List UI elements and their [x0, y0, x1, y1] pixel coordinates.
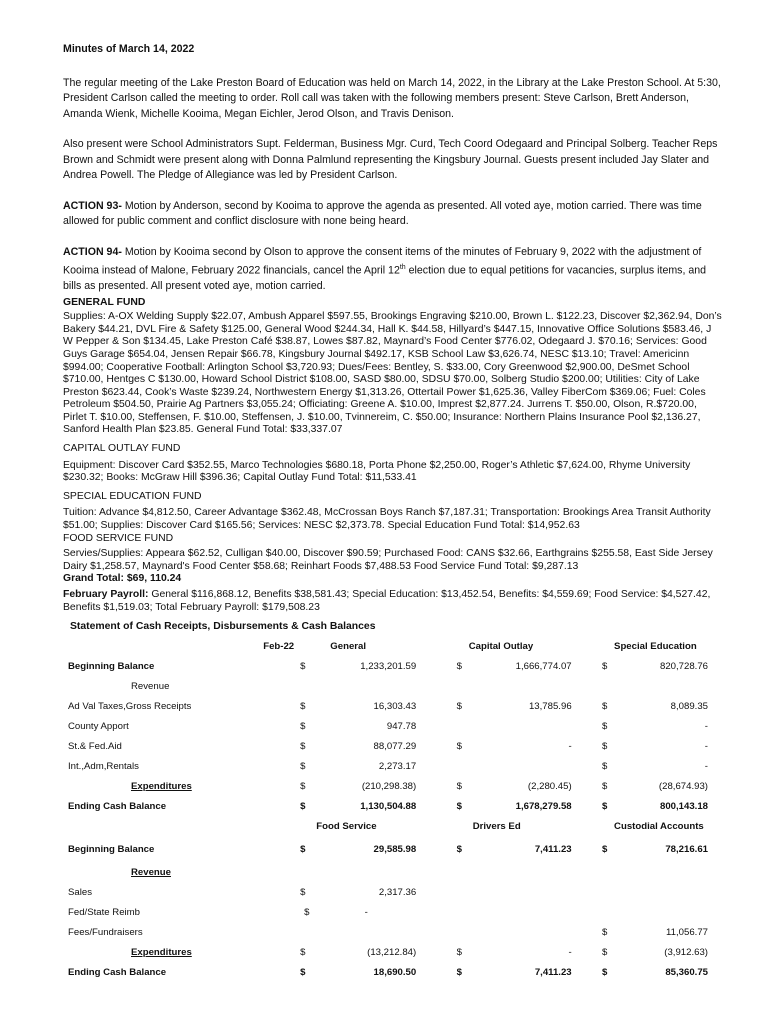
table-row — [68, 697, 708, 717]
dollar-sign: $ — [456, 947, 462, 959]
capital-value: - — [568, 741, 572, 753]
dollar-sign: $ — [300, 701, 306, 713]
dollar-sign: $ — [601, 801, 608, 813]
dollar-sign: $ — [456, 701, 462, 713]
col-drivers-ed: Drivers Ed — [472, 821, 521, 833]
special-value: - — [704, 721, 708, 733]
dollar-sign: $ — [456, 967, 462, 979]
dollar-sign: $ — [300, 947, 306, 959]
action-94 — [63, 245, 723, 295]
revenue-label: Revenue — [131, 867, 171, 879]
drivers-value: 7,411.23 — [534, 844, 572, 856]
general-value: 2,273.17 — [378, 761, 417, 773]
dollar-sign: $ — [300, 887, 306, 899]
row-label: Ending Cash Balance — [68, 967, 167, 979]
action-93 — [63, 199, 723, 230]
dollar-sign: $ — [456, 661, 462, 673]
dollar-sign: $ — [601, 721, 608, 733]
dollar-sign: $ — [456, 801, 462, 813]
row-label: Beginning Balance — [68, 844, 155, 856]
payroll-body: General $116,868.12, Benefits $38,581.43; Special Education: $13,452.54, Benefits: $4,559.69; Food Service: $4,527.42, Benefits $1,519.03; Total February Payroll: $179,508.23 — [63, 589, 711, 613]
dollar-sign: $ — [601, 927, 608, 939]
payroll — [63, 589, 723, 614]
table-row — [68, 903, 708, 923]
table-row — [68, 717, 708, 737]
dollar-sign: $ — [601, 781, 608, 793]
general-value: 88,077.29 — [373, 741, 417, 753]
action-93-text: Motion by Anderson, second by Kooima to approve the agenda as presented. All voted aye, motion carried. There was time allowed for public comment and conflict disclosure with none being heard. — [63, 199, 702, 227]
table-row — [68, 963, 708, 983]
drivers-value: 7,411.23 — [534, 967, 572, 979]
capital-value: 1,666,774.07 — [515, 661, 572, 673]
table-row — [68, 657, 708, 677]
dollar-sign: $ — [601, 661, 608, 673]
dollar-sign: $ — [300, 741, 306, 753]
custodial-value: 78,216.61 — [665, 844, 708, 856]
food-value: - — [364, 907, 368, 919]
dollar-sign: $ — [300, 661, 306, 673]
col-food-service: Food Service — [316, 821, 377, 833]
action-94-label: ACTION 94- — [63, 245, 122, 258]
food-value: 18,690.50 — [373, 967, 417, 979]
general-fund-body: Supplies: A-OX Welding Supply $22.07, Ambush Apparel $597.55, Brookings Engraving $210.00, Brown L. $122.23, Discover $2,362.94, Don’s Bakery $44.21, DVL Fire & Safety $125.00, General Wood $244.34, Hall K. $44.58, Hillyard’s $447.15, Innovative Office Solutions $583.46, J W Pepper & Son $134.45, Lake Preston Café $38.87, Lowes $87.82, Maynard’s Food Center $776.02, Odegaard J. $70.16; Services: Good Guys Garage $654.04, Jensen Repair $66.78, Kingsbury Journal $492.17, KSB School Law $3,626.74, NESC $13.10; Travel: Americinn $994.00; Cooperative Football: Arlington School $3,720.93; Dues/Fees: Bentley, S. $33.00, Cory Greenwood $2,900.00, DeSmet School $710.00, Hentges C $130.00, Howard School District $108.00, SASD $80.00, SDSU $70.00, Solberg Studio $200.00; Utilities: City of Lake Preston $623.44, Cook’s Waste $239.24, Northwestern Energy $1,313.26, Ottertail Power $1,625.36, Valley FiberCom $369.06; Fuel: Coles Petroleum $504.50, Prairie Ag Partners $3,055.24; Officiating: Greene A. $10.00, Imprest $2,877.24. Jurrens T. $50.00, Olson, R.$720.00, Pirlet T. $10.00, Steffensen, F. $10.00, Steffensen, J. $10.00, Tvinnereim, C. $50.00; Insurance: Northern Plains Insurance Pool $2,136.27, Sanford Health Plan $23.85. General Fund Total: $33,337.07 — [63, 311, 722, 436]
general-value: 947.78 — [386, 721, 417, 733]
row-label: Fees/Fundraisers — [68, 927, 143, 939]
dollar-sign: $ — [601, 761, 608, 773]
dollar-sign: $ — [300, 967, 306, 979]
custodial-value: 11,056.77 — [666, 927, 708, 939]
table-row — [68, 737, 708, 757]
capital-value: 1,678,279.58 — [515, 801, 572, 813]
minutes-document — [63, 42, 723, 614]
action-93-label: ACTION 93- — [63, 199, 122, 212]
special-value: 8,089.35 — [670, 701, 708, 713]
general-value: 16,303.43 — [373, 701, 417, 713]
action-94-text-1: Motion by Kooima second by Olson to approve the consent items of the minutes of February 9, 2022 with the adjustment of Kooima instead of Malone, February 2022 financials, cancel the April 12 — [63, 245, 702, 277]
drivers-value: - — [568, 947, 572, 959]
row-label: St.& Fed.Aid — [68, 741, 122, 753]
general-fund-header: GENERAL FUND — [63, 296, 146, 308]
dollar-sign: $ — [601, 947, 608, 959]
table-row — [68, 777, 708, 797]
dollar-sign: $ — [601, 844, 608, 856]
revenue-label: Revenue — [131, 681, 170, 693]
capital-value: (2,280.45) — [527, 781, 572, 793]
general-value: 1,233,201.59 — [360, 661, 417, 673]
grand-total: Grand Total: $69, 110.24 — [63, 573, 182, 585]
table-row — [68, 677, 708, 697]
dollar-sign: $ — [304, 907, 310, 919]
table-row — [68, 943, 708, 963]
table-row — [68, 863, 708, 883]
statement-month: Feb-22 — [263, 641, 295, 653]
food-service-header: FOOD SERVICE FUND — [63, 532, 174, 544]
table-row — [68, 883, 708, 903]
dollar-sign: $ — [456, 741, 462, 753]
capital-value: 13,785.96 — [528, 701, 572, 713]
expenditures-label: Expenditures — [131, 781, 192, 793]
col-general: General — [330, 641, 367, 653]
table-row — [68, 923, 708, 943]
expenditures-label: Expenditures — [131, 947, 192, 959]
food-service-body: Servies/Supplies: Appeara $62.52, Culligan $40.00, Discover $90.59; Purchased Food: CANS $32.66, Earthgrains $255.58, East Side Jersey Dairy $1,258.57, Maynard's Food Center $58.68; Reinhart Foods $7,488.53 Food Service Fund Total: $9,287.13 — [63, 548, 713, 572]
table-row — [68, 797, 708, 817]
dollar-sign: $ — [300, 801, 306, 813]
dollar-sign: $ — [300, 781, 306, 793]
row-label: Ending Cash Balance — [68, 801, 167, 813]
row-label: Ad Val Taxes,Gross Receipts — [68, 701, 192, 713]
table-row — [68, 837, 708, 863]
capital-outlay-header: CAPITAL OUTLAY FUND — [63, 443, 181, 455]
action-94-superscript: th — [399, 264, 406, 271]
dollar-sign: $ — [601, 701, 608, 713]
special-value: - — [704, 761, 708, 773]
dollar-sign: $ — [300, 721, 306, 733]
table-row — [68, 757, 708, 777]
dollar-sign: $ — [601, 741, 608, 753]
special-value: (28,674.93) — [658, 781, 708, 793]
dollar-sign: $ — [300, 761, 306, 773]
special-value: 800,143.18 — [659, 801, 708, 813]
row-label: Beginning Balance — [68, 661, 155, 673]
document-title: Minutes of March 14, 2022 — [63, 43, 195, 55]
special-value: - — [704, 741, 708, 753]
food-value: (13,212.84) — [367, 947, 417, 959]
special-ed-header: SPECIAL EDUCATION FUND — [63, 490, 202, 502]
attendees-paragraph: Also present were School Administrators Supt. Felderman, Business Mgr. Curd, Tech Coord Odegaard and Principal Solberg. Teacher Reps Brown and Schmidt were present along with Donna Palmlund representing the Kingsbury Journal. Guests present included Jay Slater and Andrea Powell. The Pledge of Allegiance was led by President Carlson. — [63, 138, 718, 181]
dollar-sign: $ — [300, 844, 306, 856]
capital-outlay-body: Equipment: Discover Card $352.55, Marco Technologies $680.18, Porta Phone $2,250.00, Roger’s Athletic $7,624.00, Rhyme University $230.32; Books: McGraw Hill $396.36; Capital Outlay Fund Total: $11,533.41 — [63, 459, 691, 484]
col-capital-outlay: Capital Outlay — [468, 641, 534, 653]
row-label: Int.,Adm,Rentals — [68, 761, 139, 773]
cash-statement-table — [68, 617, 708, 983]
row-label: Sales — [68, 887, 92, 899]
special-ed-body: Tuition: Advance $4,812.50, Career Advantage $362.48, McCrossan Boys Ranch $7,187.31; Transportation: Brookings Area Transit Authority $51.00; Supplies: Discover Card $165.56; Services: NESC $2,373.78. Special Education Fund Total: $14,952.63 — [63, 507, 711, 532]
food-value: 2,317.36 — [378, 887, 417, 899]
col-custodial-accounts: Custodial Accounts — [614, 821, 704, 833]
opening-paragraph: The regular meeting of the Lake Preston Board of Education was held on March 14, 2022, in the Library at the Lake Preston School. At 5:30, President Carlson called the meeting to order. Roll call was taken with the following members present: Steve Carlson, Brett Anderson, Amanda Wienk, Michelle Kooima, Megan Eichler, Jerod Olson, and Travis Denison. — [63, 76, 721, 120]
statement-title: Statement of Cash Receipts, Disbursements & Cash Balances — [70, 621, 376, 633]
col-special-education: Special Education — [614, 641, 697, 653]
dollar-sign: $ — [456, 844, 462, 856]
general-value: (210,298.38) — [361, 781, 417, 793]
custodial-value: (3,912.63) — [664, 947, 708, 959]
dollar-sign: $ — [456, 781, 462, 793]
dollar-sign: $ — [601, 967, 608, 979]
payroll-label: February Payroll: — [63, 589, 149, 600]
row-label: County Apport — [68, 721, 129, 733]
action-94-text-2: election due to equal petitions for vacancies, surplus items, and bills as presented. All present voted aye, motion carried. — [63, 264, 707, 293]
special-value: 820,728.76 — [659, 661, 708, 673]
custodial-value: 85,360.75 — [665, 967, 708, 979]
general-value: 1,130,504.88 — [360, 801, 417, 813]
row-label: Fed/State Reimb — [68, 907, 140, 919]
food-value: 29,585.98 — [373, 844, 417, 856]
